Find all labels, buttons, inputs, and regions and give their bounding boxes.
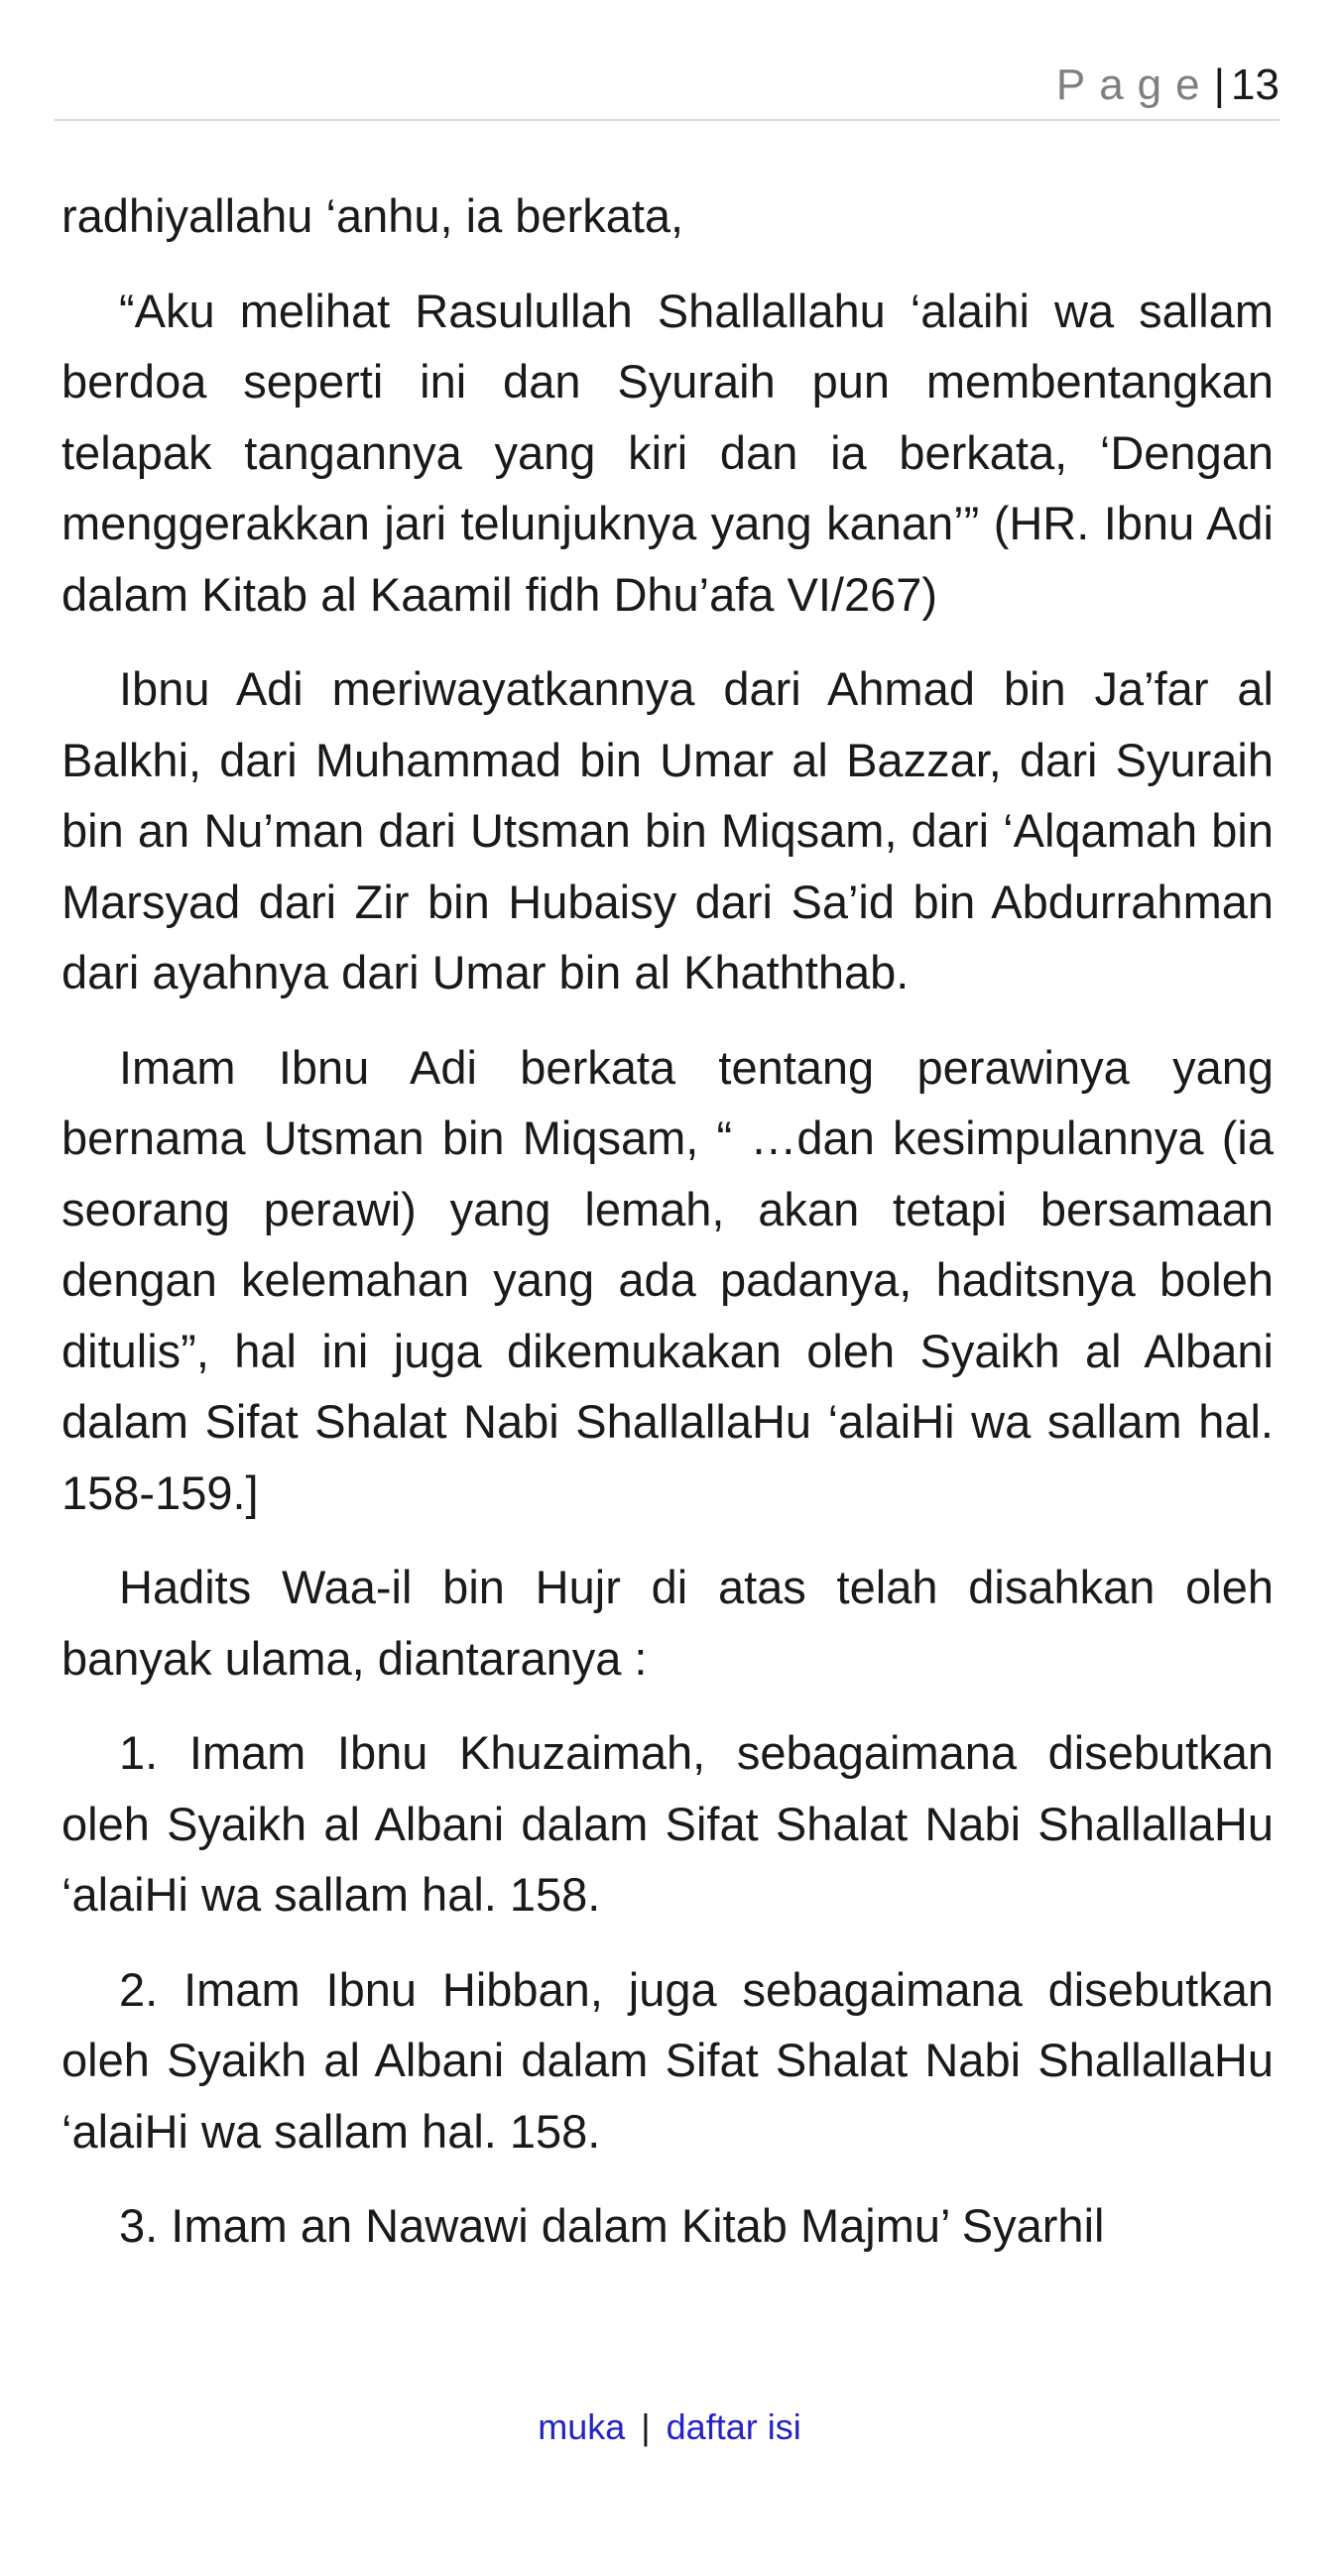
page-body: [61, 180, 1274, 2285]
table-of-contents-link[interactable]: daftar isi: [666, 2406, 801, 2447]
footer-separator: |: [641, 2406, 651, 2447]
list-item-scholar-2: 2. Imam Ibnu Hibban, juga sebagaimana disebutkan oleh Syaikh al Albani dalam Sifat Shalat Nabi ShallallaHu ‘alaiHi wa sallam hal. 158.: [61, 1962, 1274, 2158]
page-label: Page: [1055, 60, 1214, 109]
page-number-indicator: [1056, 59, 1279, 111]
page-header: [55, 59, 1279, 121]
list-item-scholar-3: 3. Imam an Nawawi dalam Kitab Majmu’ Syarhil: [119, 2199, 1105, 2252]
page-number: 13: [1231, 60, 1279, 109]
paragraph-narrator-assessment: Imam Ibnu Adi berkata tentang perawinya yang bernama Utsman bin Miqsam, “ …dan kesimpulannya (ia seorang perawi) yang lemah, akan tetapi bersamaan dengan kelemahan yang ada padanya, haditsnya boleh ditulis”, hal ini juga dikemukakan oleh Syaikh al Albani dalam Sifat Shalat Nabi ShallallaHu ‘alaiHi wa sallam hal. 158-159.]: [61, 1040, 1274, 1519]
cover-link[interactable]: muka: [538, 2406, 626, 2447]
paragraph-continuation: radhiyallahu ‘anhu, ia berkata,: [61, 189, 684, 242]
paragraph-chain-of-narration: Ibnu Adi meriwayatkannya dari Ahmad bin Ja’far al Balkhi, dari Muhammad bin Umar al Bazzar, dari Syuraih bin an Nu’man dari Utsman bin Miqsam, dari ‘Alqamah bin Marsyad dari Zir bin Hubaisy dari Sa’id bin Abdurrahman dari ayahnya dari Umar bin al Khaththab.: [61, 662, 1274, 998]
list-item-scholar-1: 1. Imam Ibnu Khuzaimah, sebagaimana disebutkan oleh Syaikh al Albani dalam Sifat Shalat Nabi ShallallaHu ‘alaiHi wa sallam hal. 158.: [61, 1726, 1274, 1921]
paragraph-scholars-intro: Hadits Waa-il bin Hujr di atas telah disahkan oleh banyak ulama, diantaranya :: [61, 1561, 1274, 1685]
page-number-separator: |: [1213, 60, 1226, 109]
paragraph-hadith-quote: “Aku melihat Rasulullah Shallallahu ‘alaihi wa sallam berdoa seperti ini dan Syuraih pun membentangkan telapak tangannya yang kiri dan ia berkata, ‘Dengan menggerakkan jari telunjuknya yang kanan’” (HR. Ibnu Adi dalam Kitab al Kaamil fidh Dhu’afa VI/267): [61, 284, 1274, 621]
footer-navigation: [0, 2402, 1339, 2452]
